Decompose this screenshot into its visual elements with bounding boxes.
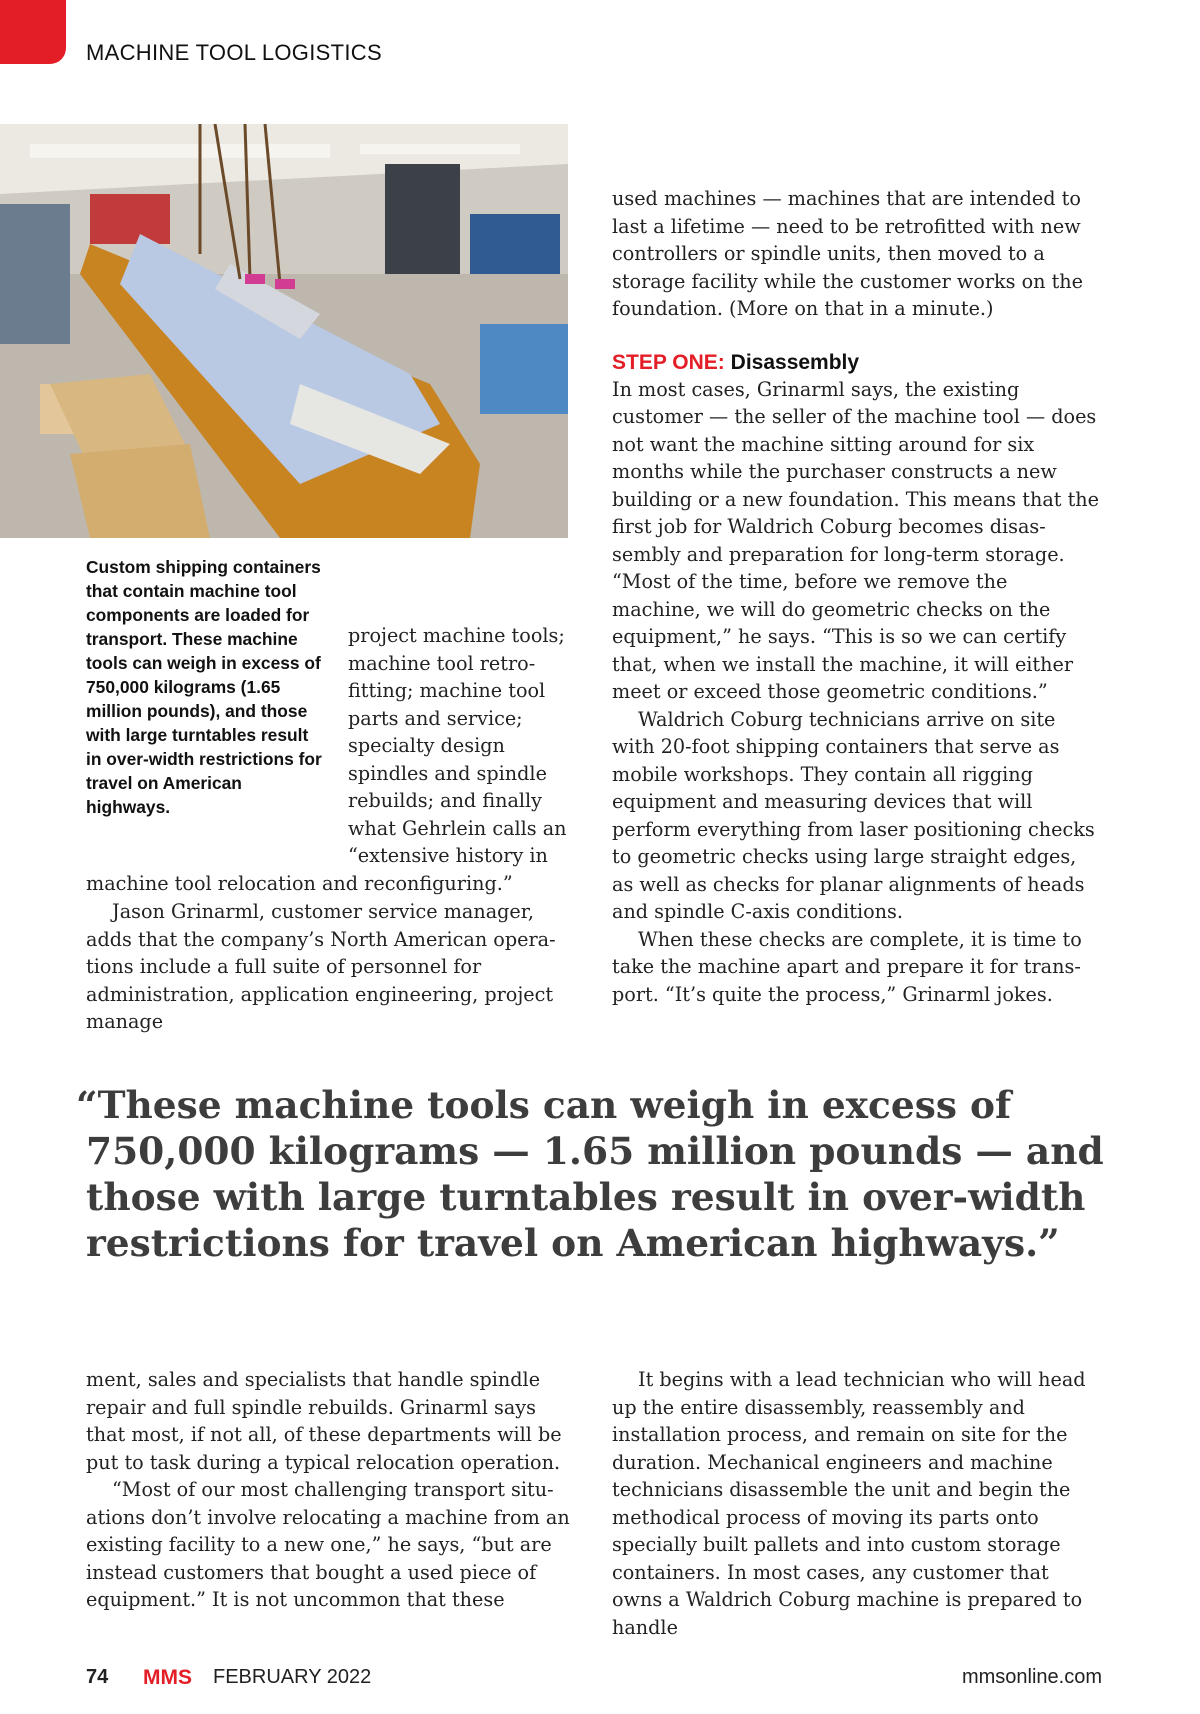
right-top-paragraph-1: used machines — machines that are intended to last a lifetime — need to be retrofitted with new controllers or spindle units, then moved to a storage facility while the customer works on the foundation. (More on that in a minute.) — [612, 187, 1084, 320]
step-one-title: Disassembly — [730, 350, 860, 374]
left-bottom-paragraph-2: “Most of our most challenging transport situations don’t involve relocating a machine from an existing facility to a new one,” he says, “but are instead customers that bought a used piece of equipment.” It is not uncommon that these — [86, 1478, 570, 1611]
right-top-paragraph-4: When these checks are complete, it is time to take the machine apart and prepare it for transport. “It’s quite the process,” Grinarml jokes. — [612, 927, 1082, 1006]
left-top-paragraph-1-continuation: machine tool relocation and reconfiguring.” — [86, 872, 513, 895]
left-bottom-column — [86, 1366, 570, 1614]
left-top-paragraph-2: Jason Grinarml, customer service manager, adds that the company’s North American operations include a full suite of personnel for administration, application engineering, project manage — [86, 900, 556, 1033]
right-bottom-column — [612, 1366, 1102, 1641]
issue-date: FEBRUARY 2022 — [213, 1666, 372, 1688]
website-link[interactable]: mmsonline.com — [961, 1666, 1102, 1688]
machine-transport-photo — [0, 124, 568, 538]
page-number: 74 — [86, 1666, 109, 1688]
left-bottom-paragraph-1: ment, sales and specialists that handle spindle repair and full spindle rebuilds. Grinarml says that most, if not all, of these departments will be put to task during a typical relocation operation. — [86, 1368, 562, 1474]
right-bottom-paragraph-1: It begins with a lead technician who will head up the entire disassembly, reassembly and installation process, and remain on site for the duration. Mechanical engineers and machine technicians disassemble the unit and begin the methodical process of moving its parts onto specially built pallets and into custom storage containers. In most cases, any customer that owns a Waldrich Coburg machine is prepared to handle — [612, 1368, 1086, 1639]
section-title: MACHINE TOOL LOGISTICS — [86, 40, 382, 65]
photo-caption: Custom shipping containers that contain machine tool components are loaded for transport. These machine tools can weigh in excess of 750,000 kilograms (1.65 million pounds), and those with large turntables result in over-width restrictions for travel on American highways. — [86, 557, 322, 817]
pull-quote: “These machine tools can weigh in excess of 750,000 kilograms — 1.65 million pounds — and those with large turntables result in over-width restrictions for travel on American highways.” — [76, 1083, 1104, 1265]
step-one-heading — [612, 349, 1102, 376]
magazine-brand: MMS — [143, 1666, 192, 1689]
left-top-paragraph-1: project machine tools; machine tool retrofitting; machine tool parts and service; specialty design spindles and spindle rebuilds; and finally what Gehrlein calls an “extensive history in — [348, 624, 567, 867]
right-top-paragraph-3: Waldrich Coburg technicians arrive on site with 20-foot shipping containers that serve as mobile workshops. They contain all rigging equipment and measuring devices that will perform everything from laser positioning checks to geometric checks using large straight edges, as well as checks for planar alignments of heads and spindle C-axis conditions. — [612, 707, 1095, 923]
right-top-paragraph-2: In most cases, Grinarml says, the existing customer — the seller of the machine tool — does not want the machine sitting around for six months while the purchaser constructs a new building or a new foundation. This means that the first job for Waldrich Coburg becomes disassembly and preparation for long-term storage. “Most of the time, before we remove the machine, we will do geometric checks on the equipment,” he says. “This is so we can certify that, when we install the machine, it will either meet or exceed those geometric conditions.” — [612, 377, 1099, 703]
section-tab-marker — [0, 0, 66, 64]
step-one-label: STEP ONE: — [612, 350, 725, 374]
machine-transport-photo-illustration — [0, 124, 568, 538]
right-top-column — [612, 185, 1102, 1008]
